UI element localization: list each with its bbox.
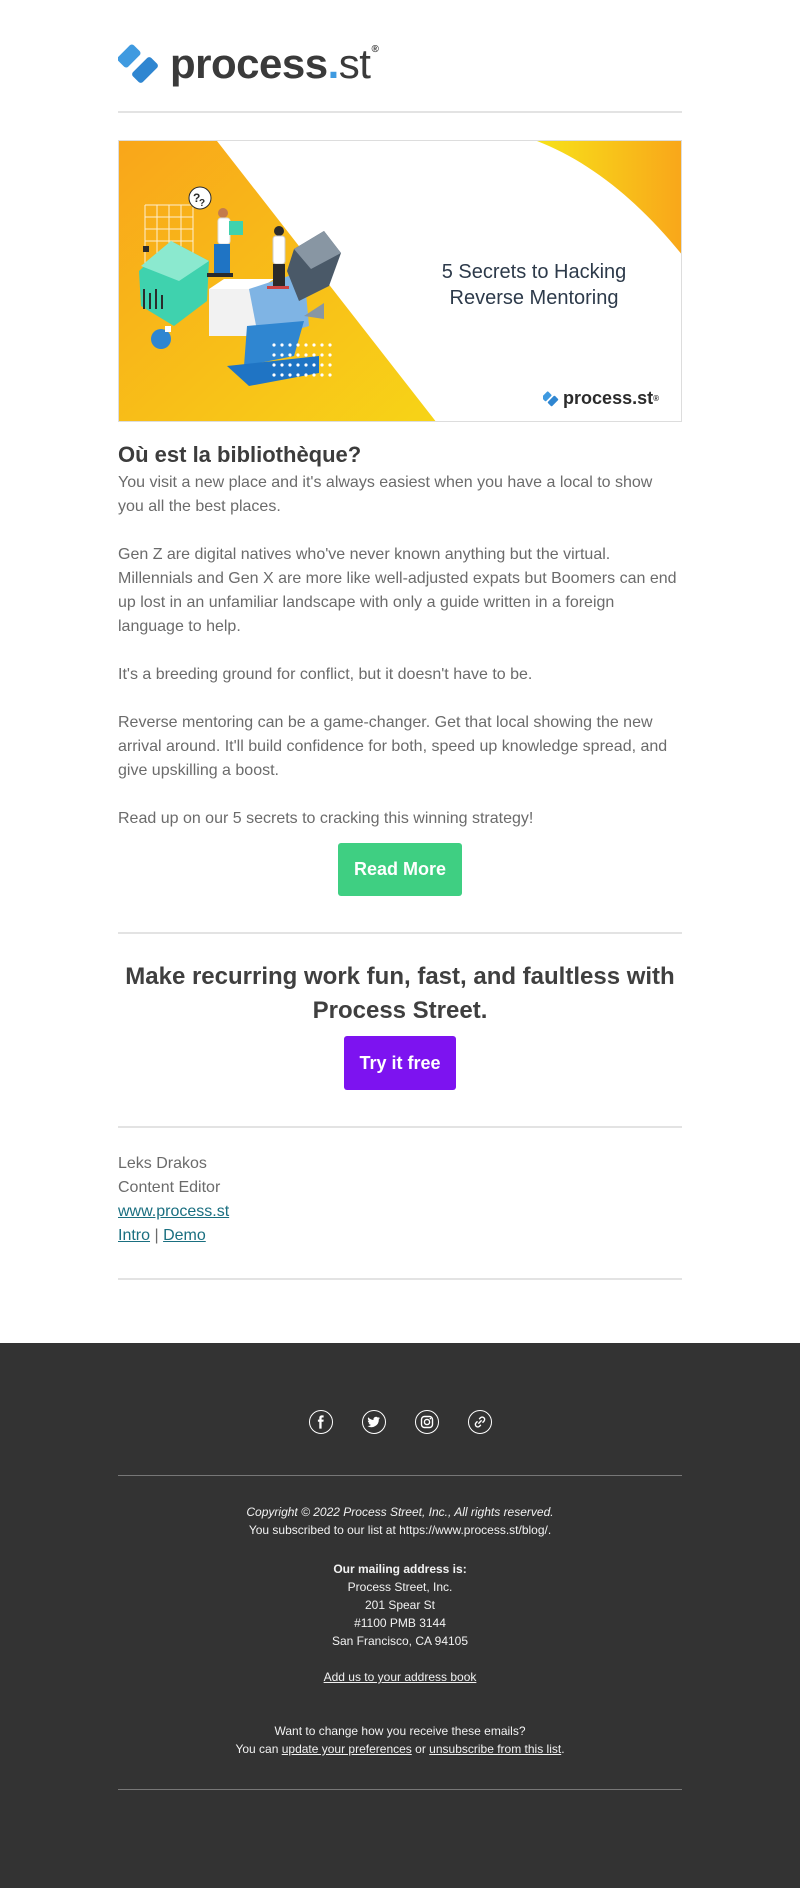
link-separator: | — [154, 1227, 159, 1244]
article-paragraph: You visit a new place and it's always easiest when you have a local to show you all the best places. — [118, 474, 653, 515]
article-paragraph: Reverse mentoring can be a game-changer. Get that local showing the new arrival around. It'll build confidence for both, speed up knowledge spread, and give upskilling a boost. — [118, 714, 668, 779]
address-book — [118, 1668, 682, 1686]
add-to-address-book-link[interactable]: Add us to your address book — [323, 1670, 477, 1684]
address-line: Process Street, Inc. — [347, 1580, 453, 1594]
article-paragraph: It's a breeding ground for conflict, but it doesn't have to be. — [118, 666, 533, 683]
change-question: Want to change how you receive these emails? — [274, 1724, 526, 1738]
website-link[interactable]: www.process.st — [118, 1203, 230, 1220]
email-preferences — [118, 1722, 682, 1758]
demo-link[interactable]: Demo — [163, 1227, 206, 1244]
preferences-text: or — [415, 1742, 426, 1756]
signature-name: Leks Drakos — [118, 1155, 207, 1172]
mailing-address — [118, 1560, 682, 1650]
instagram-icon[interactable] — [415, 1410, 439, 1434]
link-icon[interactable] — [468, 1410, 492, 1434]
cta-headline: Make recurring work fun, fast, and faultless with Process Street. — [125, 963, 675, 1024]
process-street-logo-icon — [543, 391, 559, 407]
svg-text:?: ? — [193, 191, 201, 205]
facebook-icon[interactable] — [309, 1410, 333, 1434]
footer-divider — [118, 1475, 682, 1476]
article-heading: Où est la bibliothèque? — [118, 442, 362, 467]
try-it-free-button[interactable]: Try it free — [344, 1036, 456, 1090]
twitter-icon[interactable] — [362, 1410, 386, 1434]
process-street-logo[interactable] — [118, 40, 378, 88]
article-paragraph: Read up on our 5 secrets to cracking this winning strategy! — [118, 810, 534, 827]
social-links — [0, 1410, 800, 1434]
divider — [118, 111, 682, 113]
subscribed-text: You subscribed to our list at https://www.process.st/blog/. — [248, 1523, 552, 1537]
copyright-text: Copyright © 2022 Process Street, Inc., All rights reserved. — [246, 1505, 554, 1519]
logo-wordmark: process.st® — [170, 40, 379, 87]
divider — [118, 932, 682, 934]
banner-brand-logo: process.st ® — [543, 388, 659, 409]
read-more-button[interactable]: Read More — [338, 843, 462, 896]
article-banner-image[interactable] — [118, 140, 682, 422]
article-paragraph: Gen Z are digital natives who've never known anything but the virtual. Millennials and Gen X are more like well-adjusted expats but Boomers can end up lost in an unfamiliar landscape with only a guide written in a foreign language to help. — [118, 546, 677, 635]
signature-role: Content Editor — [118, 1179, 221, 1196]
footer-legal — [118, 1503, 682, 1539]
unsubscribe-link[interactable]: unsubscribe from this list — [429, 1742, 562, 1756]
address-line: San Francisco, CA 94105 — [331, 1634, 469, 1648]
signature — [118, 1152, 229, 1248]
intro-link[interactable]: Intro — [118, 1227, 151, 1244]
preferences-text: You can — [235, 1742, 279, 1756]
svg-text:?: ? — [199, 198, 206, 209]
mailing-heading: Our mailing address is: — [333, 1562, 467, 1576]
preferences-text: . — [561, 1742, 565, 1756]
update-preferences-link[interactable]: update your preferences — [281, 1742, 412, 1756]
banner-title: 5 Secrets to Hacking Reverse Mentoring — [441, 261, 627, 309]
divider — [118, 1126, 682, 1128]
process-street-logo-icon — [118, 43, 160, 85]
address-line: 201 Spear St — [364, 1598, 436, 1612]
divider — [118, 1278, 682, 1280]
footer-divider — [118, 1789, 682, 1790]
address-line: #1100 PMB 3144 — [354, 1616, 446, 1630]
